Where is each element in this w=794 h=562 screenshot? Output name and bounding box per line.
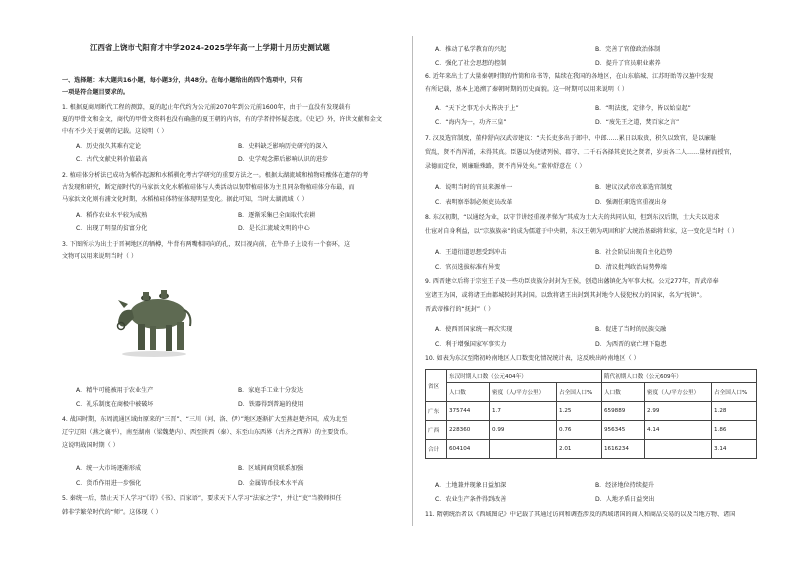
- column-divider: [412, 36, 413, 526]
- table-subheader: 密度（人/平方公里）: [490, 383, 557, 402]
- q5-line-1: 5. 秦统一后，禁止天下人学习“《诗》《书》、百家语”，要求天下人学习“法家之学”，并让“吏”当教师担任: [62, 495, 342, 502]
- q6-option-c[interactable]: C．“海内为一，功齐三皇”: [435, 119, 507, 126]
- q4-line-3: 这说明战国时期（ ）: [62, 442, 119, 449]
- table-subheader: 人口数: [447, 383, 490, 402]
- q11-line-1: 11. 隋朝统治者以《西域图记》中记载了其通过访问和调查涉及的西域诸国的商人和商品交易的以及当地方物、诸国: [425, 511, 736, 518]
- q2-option-b[interactable]: B．逐渐采集已全面取代农耕: [238, 212, 316, 219]
- q3-line-1: 3. 下图所示为出土于晋祠地区的牺樽，牛背有两嘴相同向的孔，双目视向前，在牛鼻子上设有一个套环，这: [62, 241, 351, 248]
- table-cell: 2.01: [557, 440, 602, 459]
- q1-line-1: 1. 根据夏商周断代工程的测算，夏的起止年代约为公元前2070年到公元前1600年，由于一直没有发现载有: [62, 104, 351, 111]
- q7-option-d[interactable]: D．强调任职选官重视出身: [595, 199, 667, 206]
- table-cell: 1.28: [712, 402, 757, 421]
- table-cell: 4.14: [645, 421, 712, 440]
- q6-line-2: 有所记载，基本上追溯了秦朝时期的历史面貌。这一时期可以用来说明（ ）: [425, 86, 629, 93]
- q10-option-a[interactable]: A．土地兼并现象日益加深: [435, 482, 507, 489]
- q3-option-a[interactable]: A．精牛可能被用于农业生产: [76, 387, 154, 394]
- table-row: [426, 440, 757, 459]
- q7-option-c[interactable]: C．表明察举制必须吏员改革: [435, 199, 513, 206]
- q4-option-a[interactable]: A．统一大市场逐渐形成: [76, 465, 142, 472]
- q7-option-a[interactable]: A．说明当时的官员来源单一: [435, 184, 513, 191]
- q2-line-3: 马家浜文化则有浦文化时期，水稻植硅体特征体现明显变化。据此可知，当时太湖流域（ ）: [62, 196, 308, 203]
- q9-option-d[interactable]: D．为西晋的衰亡埋下隐患: [595, 341, 667, 348]
- table-cell: 604104: [447, 440, 490, 459]
- table-subheader: 占全国人口%: [712, 383, 757, 402]
- q5-option-a[interactable]: A．推动了私学教育的兴起: [435, 46, 507, 53]
- q5-option-c[interactable]: C．强化了社会思想的控制: [435, 60, 507, 67]
- table-header-sui: 隋代初期人口数（公元609年）: [602, 370, 757, 383]
- q5-line-2: 韩非学繁荣时代的“师”。这体现（ ）: [62, 509, 162, 516]
- table-cell: [645, 440, 712, 459]
- q6-line-1: 6. 近年来出土了大量秦朝时期的竹简和帛书等，陆续在我国的各地区，在山东临城、江苏盱眙等汉墓中发现: [425, 73, 714, 80]
- q10-option-c[interactable]: C．农业生产条件得到改善: [435, 496, 507, 503]
- q2-line-1: 2. 植硅体分析法已成功为稻作起源和水稻驯化考古学研究的重要方法之一。根据太湖流域和植物硅酸体在遗存的考: [62, 172, 369, 179]
- table-cell: 1.25: [557, 402, 602, 421]
- left-column: [62, 0, 404, 562]
- table-cell: 956345: [602, 421, 645, 440]
- table-cell: 广东: [426, 402, 447, 421]
- q4-line-1: 4. 战国时期，东周流通区域由原来的“三晋”、“三川（河、洛、伊）”地区逐渐扩大至燕赵楚齐国，成为北至: [62, 416, 348, 423]
- page-title: 江西省上饶市弋阳育才中学2024-2025学年高一上学期十月历史测试题: [90, 43, 330, 52]
- q2-option-a[interactable]: A．稻作农业水平较为成熟: [76, 212, 148, 219]
- q3-line-2: 文物可以用来说明当时（ ）: [62, 253, 138, 260]
- q4-option-c[interactable]: C．货币作用进一步强化: [76, 480, 142, 487]
- table-cell: 0.76: [557, 421, 602, 440]
- table-cell: 228360: [447, 421, 490, 440]
- table-cell: 2.99: [645, 402, 712, 421]
- table-row: [426, 421, 757, 440]
- table-cell: 375744: [447, 402, 490, 421]
- q3-option-c[interactable]: C．礼乐制度在商极中被破坏: [76, 401, 154, 408]
- q5-option-b[interactable]: B．完善了官僚政治体制: [595, 46, 661, 53]
- q3-option-b[interactable]: B．家庭手工业十分发达: [238, 387, 304, 394]
- q1-line-3: 中有不少关于夏朝的记载。这说明（ ）: [62, 128, 168, 135]
- q6-option-d[interactable]: D．“废先王之道，焚百家之言”: [595, 119, 680, 126]
- q1-option-c[interactable]: C．古代文献史料价值最高: [76, 156, 148, 163]
- table-cell: 1.7: [490, 402, 557, 421]
- q4-option-d[interactable]: D．金属铸币技术水平高: [238, 480, 304, 487]
- q6-option-b[interactable]: B．“明法度，定律令，皆以始皇起”: [595, 105, 691, 112]
- q1-line-2: 夏的甲骨文和金文，商代的甲骨文资料也没有确凿的夏王朝的内容，有的学者持怀疑态度。《史记》外，许世文献和金文: [62, 116, 382, 123]
- q8-option-c[interactable]: C．官员选拔标准有异变: [435, 264, 501, 271]
- bronze-ox-vessel-image: [114, 270, 198, 372]
- q1-option-a[interactable]: A．历史很久其难有定论: [76, 143, 142, 150]
- q8-option-b[interactable]: B．社会阶层出现自主化趋势: [595, 249, 673, 256]
- table-cell: 659889: [602, 402, 645, 421]
- q5-option-d[interactable]: D．提升了官员职业素养: [595, 60, 661, 67]
- table-subheader: 密度（人/平方公里）: [645, 383, 712, 402]
- table-cell: 1616234: [602, 440, 645, 459]
- q9-line-1: 9. 西晋建立后将于宗室王子及一些功臣贵族分封封为王侯，创造出藩镇化为军事大权。公元277年，晋武帝奉: [425, 278, 719, 285]
- q2-line-2: 古发现和研究，断定韶时代的马家浜文化水稻植硅体与人类活动以韧带植硅体为主且同杂物植硅体分布最，而: [62, 184, 355, 191]
- q10-stem: 10. 如表为东汉至隋初岭南地区人口数变化情况统计表，这反映出岭南地区（ ）: [425, 355, 640, 362]
- q8-option-a[interactable]: A．王道衍道思想受到冲击: [435, 249, 507, 256]
- q9-option-a[interactable]: A．使西晋国家统一再次实现: [435, 326, 513, 333]
- q8-option-d[interactable]: D．清议批判政治局势弊端: [595, 264, 667, 271]
- q3-option-d[interactable]: D．铁器得到普遍的使用: [238, 401, 304, 408]
- section-heading: 一、选择题：本大题共16小题，每小题3分，共48分。在每小题给出的四个选项中，只有: [62, 77, 303, 84]
- q7-line-3: 录德而定位，则廉耻殊路，贤不肖异处矣。”董仲舒意在（ ）: [425, 163, 586, 170]
- table-subheader: 人口数: [602, 383, 645, 402]
- table-cell: 0.99: [490, 421, 557, 440]
- right-column: [425, 0, 762, 562]
- table-cell: 广西: [426, 421, 447, 440]
- q9-option-c[interactable]: C．利于增强国家军事实力: [435, 341, 507, 348]
- q4-option-b[interactable]: B．区域间商贸联系加强: [238, 465, 304, 472]
- q4-line-2: 辽宁辽阳（燕之襄平），南至湖南（梁魏楚内）、西至陕西（秦）、东至山东西界（古齐之西界）的主要货币。: [62, 429, 352, 436]
- q9-line-2: 室诸王为国，或将诸王由都城转封其封国。以致将诸王出封到其封地令人侵犯权力的国家，名为“抚镇”。: [425, 292, 706, 299]
- table-header-han: 东汉时期人口数（公元404年）: [447, 370, 602, 383]
- q7-line-2: 贸乱，贤不肖浑淆，未得其真。臣愚以为使诸列侯、郡守、二千石各择其吏民之贤者，岁贡各二人……量材而授官，: [425, 149, 736, 156]
- q7-line-1: 7. 汉及选官制度，董仲舒向汉武帝建议：“夫长吏多出于郎中、中郎……累日以取贵，积久以致官，是以廉耻: [425, 135, 717, 142]
- q9-line-3: 晋武帝推行的“抚封”（ ）: [425, 306, 495, 313]
- q10-option-d[interactable]: D．人地矛盾日益突出: [595, 496, 655, 503]
- table-cell: 1.86: [712, 421, 757, 440]
- table-header-region: 省区: [426, 370, 447, 402]
- population-table: [425, 369, 757, 459]
- q1-option-d[interactable]: D．史学观念滞后影响认识的进步: [238, 156, 329, 163]
- q1-option-b[interactable]: B．史料缺乏影响历史研究的深入: [238, 143, 328, 150]
- q6-option-a[interactable]: A．“天下之事无小大皆决于上”: [435, 105, 519, 112]
- table-subheader: 占全国人口%: [557, 383, 602, 402]
- q10-option-b[interactable]: B．经济地位持续提升: [595, 482, 655, 489]
- table-cell: 3.14: [712, 440, 757, 459]
- q9-option-b[interactable]: B．促进了当时的民族交融: [595, 326, 667, 333]
- table-cell: [490, 440, 557, 459]
- table-cell: 合计: [426, 440, 447, 459]
- q2-option-c[interactable]: C．出现了明显的贫富分化: [76, 225, 148, 232]
- section-heading-cont: 一项是符合题目要求的。: [62, 89, 130, 96]
- q2-option-d[interactable]: D．是长江流域文明的中心: [238, 225, 310, 232]
- q7-option-b[interactable]: B．建议汉武帝改革选官制度: [595, 184, 673, 191]
- table-row: [426, 402, 757, 421]
- q8-line-1: 8. 东汉初期，“以通经为业，以守节讲经重视孝悌为”其成为士大夫的共同认知，但到东汉后期，士大夫以追求: [425, 214, 720, 221]
- q8-line-2: 仕宦对自身利益，以“宗族族亲”的成为儒道于中央朝，东汉王朝为巩固和扩大统治基础将世家，这一变化是当时（ ）: [425, 228, 738, 235]
